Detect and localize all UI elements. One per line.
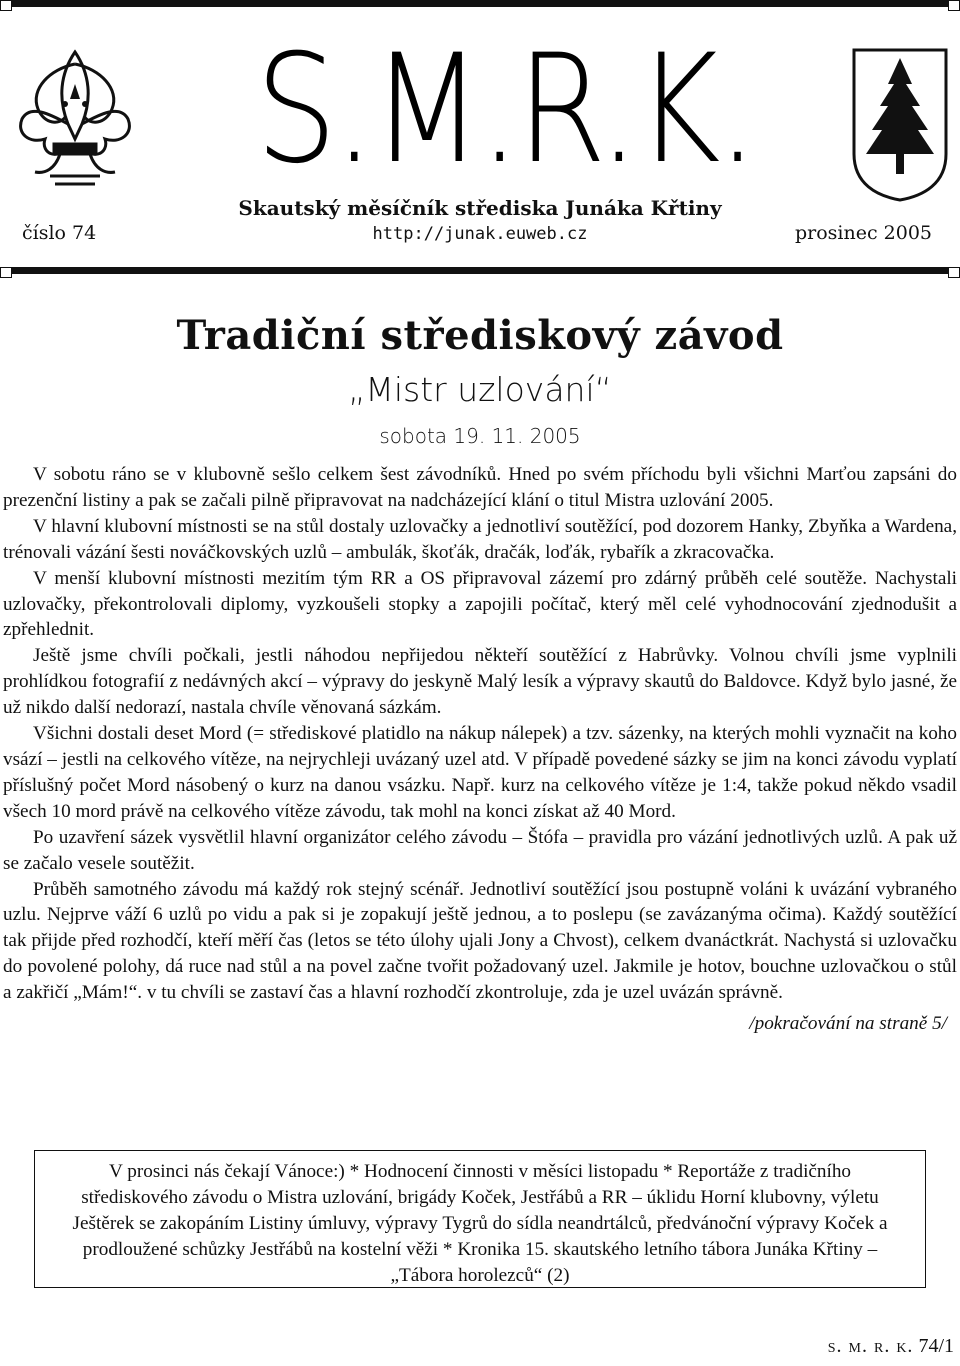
scout-lily-logo-icon [10,44,140,194]
page-number: 74/1 [918,1335,954,1357]
paragraph: Po uzavření sázek vysvětlil hlavní organizátor celého závodu – Štófa – pravidla pro vázání jednotlivých uzlů. A pak už se začalo vesele soutěžit. [3,826,957,874]
website-link[interactable]: http://junak.euweb.cz [372,224,588,244]
article-body [3,462,957,1037]
paragraph: V sobotu ráno se v klubovně sešlo celkem šest závodníků. Hned po svém příchodu byli všichni Marťou zapsáni do prezenční listiny a pak se začali pilně připravovat na nadcházející klání o titul Mistra uzlování 2005. [3,464,957,511]
issue-number: číslo 74 [22,222,97,244]
contents-box: V prosinci nás čekají Vánoce:) * Hodnocení činnosti v měsíci listopadu * Reportáže z tradičního střediskového závodu o Mistra uzlování, brigády Koček, Jestřábů a RR – úklidu Horní klubovny, výletu Ještěrek se zakopáním Listiny úmluvy, výpravy Tygrů do sídla neandrtálců, předvánoční výpravy Koček a prodloužené schůzky Jestřábů na kostelní věži * Kronika 15. skautského letního tábora Junáka Křtiny – „Tábora horolezců“ (2) [34,1150,926,1288]
paragraph: V hlavní klubovní místnosti se na stůl dostaly uzlovačky a jednotliví soutěžící, pod dozorem Hanky, Zbyňka a Wardena, trénovali vázání šesti nováčkovských uzlů – ambulák, škoťák, dračák, loďák, rybařík a zkracovačka. [3,515,957,563]
article-subtitle: „Mistr uzlování“ [348,370,612,409]
footer-label: s. m. r. k. [827,1335,914,1357]
paragraph: Všichni dostali deset Mord (= střediskové platidlo na nákup nálepek) a tzv. sázenky, na kterých mohli vyznačit na koho vsází – jestli na celkového vítěze, na nejrychleji uvázaný uzel atd. V případě povedené sázky se jim na konci závodu vyplatí příslušný počet Mord násobený o kurz na danou vsázku. Např. kurz na celkového vítěze je 1:4, takže pokud někdo vsadil všech 10 mord právě na celkového vítěze závodu, tak mohl na konci získat až 40 Mord. [3,723,957,822]
page-footer [828,1335,954,1358]
top-rule [0,0,960,9]
fir-tree-shield-icon [848,44,952,204]
masthead-title: S.M.R.K. [255,23,755,197]
paragraph: V menší klubovní místnosti mezitím tým RR a OS připravoval zázemí pro zdárný průběh celé soutěže. Nachystali uzlovačky, překontrolovali diplomy, vyzkoušeli stopky a zapojili počítač, který měl celé vyhodnocování zjednodušit a zpřehlednit. [3,567,957,641]
issue-date: prosinec 2005 [794,222,932,244]
issue-row [0,222,960,248]
article-title: Tradiční střediskový závod [176,312,784,359]
article-date: sobota 19. 11. 2005 [379,424,581,448]
paragraph: Průběh samotného závodu má každý rok stejný scénář. Jednotliví soutěžící jsou postupně voláni k uvázání vybraného uzlu. Nejprve váží 6 uzlů po vidu a pak si je zopakují ještě jednou, a to poslepu (se zavázanýma očima). Každý soutěžící tak přijde před rozhodčí, kteří měří čas (letos se této úlohy ujali Jony a Chvost), celkem dvanáctkrát. Nachystá si uzlovačku do povolené polohy, dá ruce nad stůl a na povel začne tvořit požadovaný uzel. Jakmile je hotov, bouchne uzlovačkou o stůl a zakřičí „Mám!“. v tu chvíli se zastaví čas a hlavní rozhodčí zkontroluje, zda je uzel uvázán správně. [3,878,957,1004]
paragraph: Ještě jsme chvíli počkali, jestli náhodou nepřijedou někteří soutěžící z Habrůvky. Volnou chvíli jsme vyplnili prohlídkou fotografií z nedávných akcí – výpravy do jeskyně Malý lesík a výpravy skautů do Baldovce. Když bylo jasné, že už nikdo další nedorazí, nastala chvíle věnovaná sázkám. [3,645,957,719]
masthead-subtitle: Skautský měsíčník střediska Junáka Křtiny [238,196,722,220]
header-rule [0,267,960,276]
continuation-note: /pokračování na straně 5/ [749,1013,947,1035]
